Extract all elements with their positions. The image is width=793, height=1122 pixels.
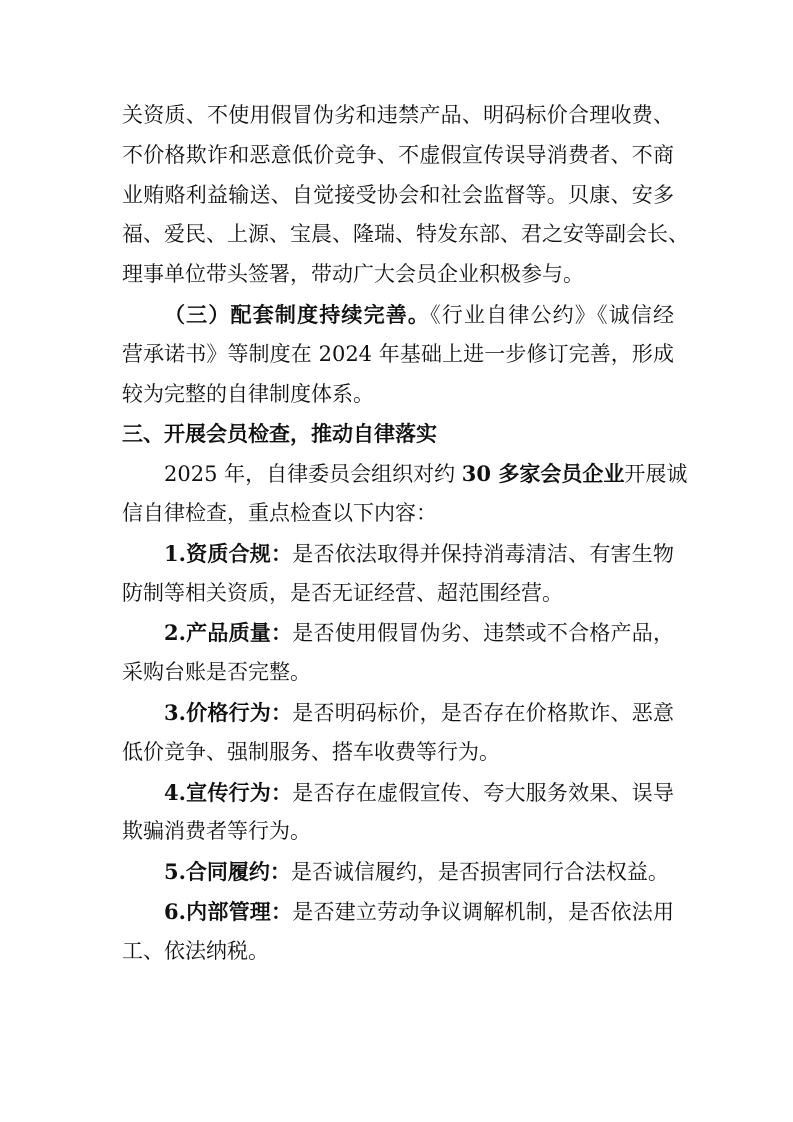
subsection-heading-line [122, 295, 674, 335]
item-text: 是否依法取得并保持消毒清洁、有害生物 [292, 541, 674, 566]
emphasis-text: 30 多家会员企业 [461, 461, 625, 487]
item-label: 4.宣传行为： [164, 779, 293, 805]
paragraph-text: 《行业自律公约》《诚信经 [430, 302, 675, 327]
subsection-heading: （三）配套制度持续完善。 [164, 301, 431, 327]
list-item [122, 693, 674, 733]
item-text: 是否存在虚假宣传、夸大服务效果、误导 [292, 780, 674, 805]
item-text: 是否明码标价，是否存在价格欺诈、恶意 [292, 700, 674, 725]
list-item [122, 852, 674, 892]
item-text: 是否使用假冒伪劣、违禁或不合格产品， [292, 621, 674, 646]
paragraph-line: 理事单位带头签署，带动广大会员企业积极参与。 [122, 262, 584, 287]
item-text: 是否诚信履约，是否损害同行合法权益。 [290, 860, 669, 885]
paragraph-line: 不价格欺诈和恶意低价竞争、不虚假宣传误导消费者、不商 [122, 142, 674, 167]
item-label: 5.合同履约： [164, 859, 291, 885]
paragraph-line: 业贿赂利益输送、自觉接受协会和社会监督等。贝康、安多 [122, 182, 674, 207]
item-label: 2.产品质量： [164, 620, 293, 646]
list-item-continuation: 防制等相关资质，是否无证经营、超范围经营。 [122, 580, 563, 605]
list-item [122, 892, 674, 932]
list-item-continuation: 欺骗消费者等行为。 [122, 819, 311, 844]
section-heading: 三、开展会员检查，推动自律落实 [122, 421, 437, 447]
body-text [122, 96, 689, 972]
item-text: 是否建立劳动争议调解机制，是否依法用 [292, 899, 674, 924]
item-label: 6.内部管理： [164, 898, 293, 924]
paragraph-line: 营承诺书》等制度在 2024 年基础上进一步修订完善，形成 [122, 341, 674, 366]
paragraph-line [122, 454, 688, 494]
paragraph-text: 2025 年，自律委员会组织对约 [164, 462, 462, 487]
list-item [122, 534, 674, 574]
paragraph-line: 较为完整的自律制度体系。 [122, 381, 374, 406]
item-label: 3.价格行为： [164, 699, 293, 725]
list-item [122, 773, 674, 813]
list-item [122, 613, 674, 653]
list-item-continuation: 低价竞争、强制服务、搭车收费等行为。 [122, 739, 500, 764]
paragraph-line: 信自律检查，重点检查以下内容： [122, 500, 437, 525]
item-label: 1.资质合规： [164, 540, 293, 566]
paragraph-line: 福、爱民、上源、宝晨、隆瑞、特发东部、君之安等副会长、 [122, 222, 689, 247]
list-item-continuation: 采购台账是否完整。 [122, 660, 311, 685]
paragraph-text: 开展诚 [624, 462, 688, 487]
paragraph-line: 关资质、不使用假冒伪劣和违禁产品、明码标价合理收费、 [122, 103, 674, 127]
list-item-continuation: 工、依法纳税。 [122, 938, 269, 963]
